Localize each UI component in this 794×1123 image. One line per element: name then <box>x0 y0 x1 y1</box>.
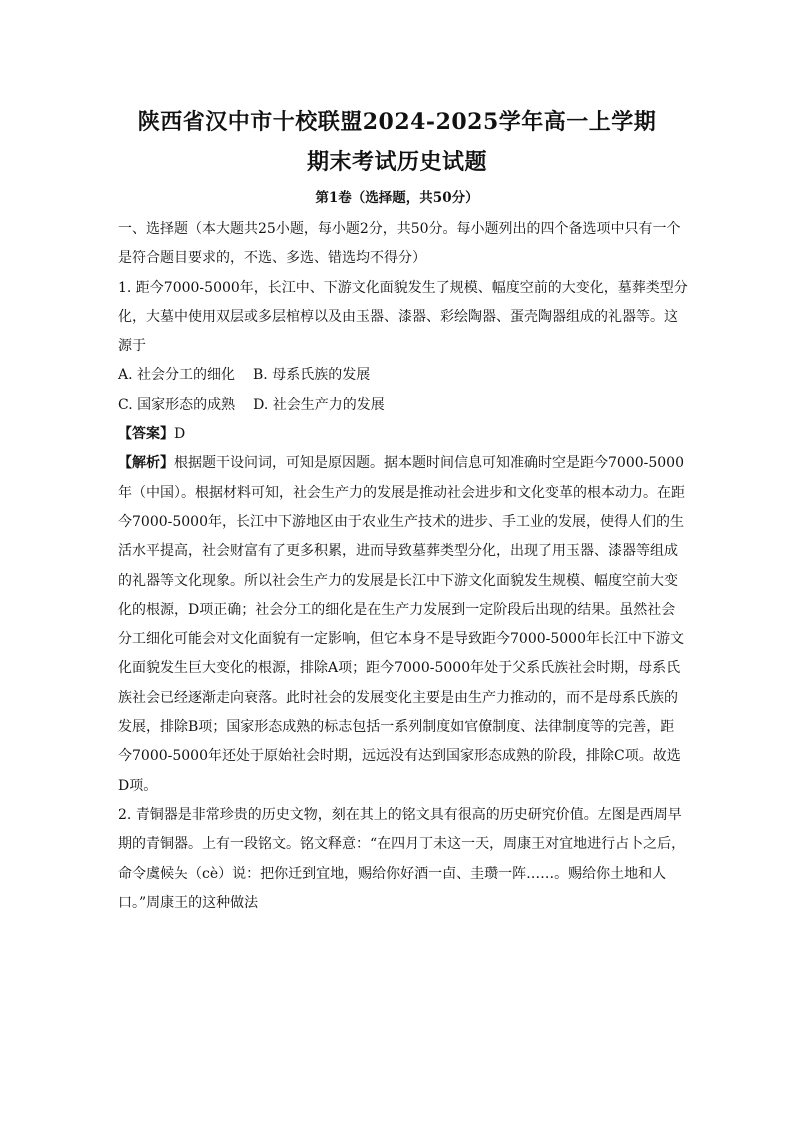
option-a: A. 社会分工的细化 <box>118 367 236 384</box>
question-1-answer <box>118 420 688 449</box>
exam-title-line2: 期末考试历史试题 <box>306 149 487 175</box>
analysis-text: 根据题干设问词，可知是原因题。据本题时间信息可知准确时空是距今7000-5000年（中国）。根据材料可知，社会生产力的发展是推动社会进步和文化变革的根本动力。在距今7000-5000年，长江中下游地区由于农业生产技术的进步、手工业的发展，使得人们的生活水平提高，社会财富有了更多积累，进而导致墓葬类型分化，出现了用玉器、漆器等组成的礼器等文化现象。所以社会生产力的发展是长江中下游文化面貌发生规模、幅度空前大变化的根源，D项正确；社会分工的细化是在生产力发展到一定阶段后出现的结果。虽然社会分工细化可能会对文化面貌有一定影响，但它本身不是导致距今7000-5000年长江中下游文化面貌发生巨大变化的根源，排除A项；距今7000-5000年处于父系氏族社会时期，母系氏族社会已经逐渐走向衰落。此时社会的发展变化主要是由生产力推动的，而不是母系氏族的发展，排除B项；国家形态成熟的标志包括一系列制度如官僚制度、法律制度等的完善，距今7000-5000年还处于原始社会时期，远远没有达到国家形态成熟的阶段，排除C项。故选D项。 <box>118 455 685 794</box>
question-1-analysis <box>118 449 688 801</box>
option-d: D. 社会生产力的发展 <box>253 396 385 413</box>
analysis-tag: 【解析】 <box>118 455 174 472</box>
exam-body <box>118 215 688 918</box>
question-1-options-row-1 <box>118 361 688 390</box>
question-1-options-row-2 <box>118 391 688 420</box>
volume-heading: 第1卷（选择题，共50分） <box>315 190 479 206</box>
question-1-stem: 1. 距今7000-5000年，长江中、下游文化面貌发生了规模、幅度空前的大变化，墓葬类型分化，大墓中使用双层或多层棺椁以及由玉器、漆器、彩绘陶器、蛋壳陶器组成的礼器等。这源于 <box>118 279 688 355</box>
answer-value: D <box>174 426 186 443</box>
section-instructions: 一、选择题（本大题共25小题，每小题2分，共50分。每小题列出的四个备选项中只有一个是符合题目要求的，不选、多选、错选均不得分） <box>118 221 681 267</box>
option-b: B. 母系氏族的发展 <box>253 367 371 384</box>
option-c: C. 国家形态的成熟 <box>118 396 236 413</box>
answer-tag: 【答案】 <box>118 426 174 443</box>
exam-title-line1: 陕西省汉中市十校联盟2024-2025学年高一上学期 <box>137 109 657 135</box>
question-2-stem: 2. 青铜器是非常珍贵的历史文物，刻在其上的铭文具有很高的历史研究价值。左图是西周早期的青铜器。上有一段铭文。铭文释意：“在四月丁未这一天，周康王对宜地进行占卜之后，命令虞候夨（cè）说：把你迁到宜地，赐给你好酒一卣、圭瓒一阵……。赐给你土地和人口。”周康王的这种做法 <box>118 806 686 911</box>
